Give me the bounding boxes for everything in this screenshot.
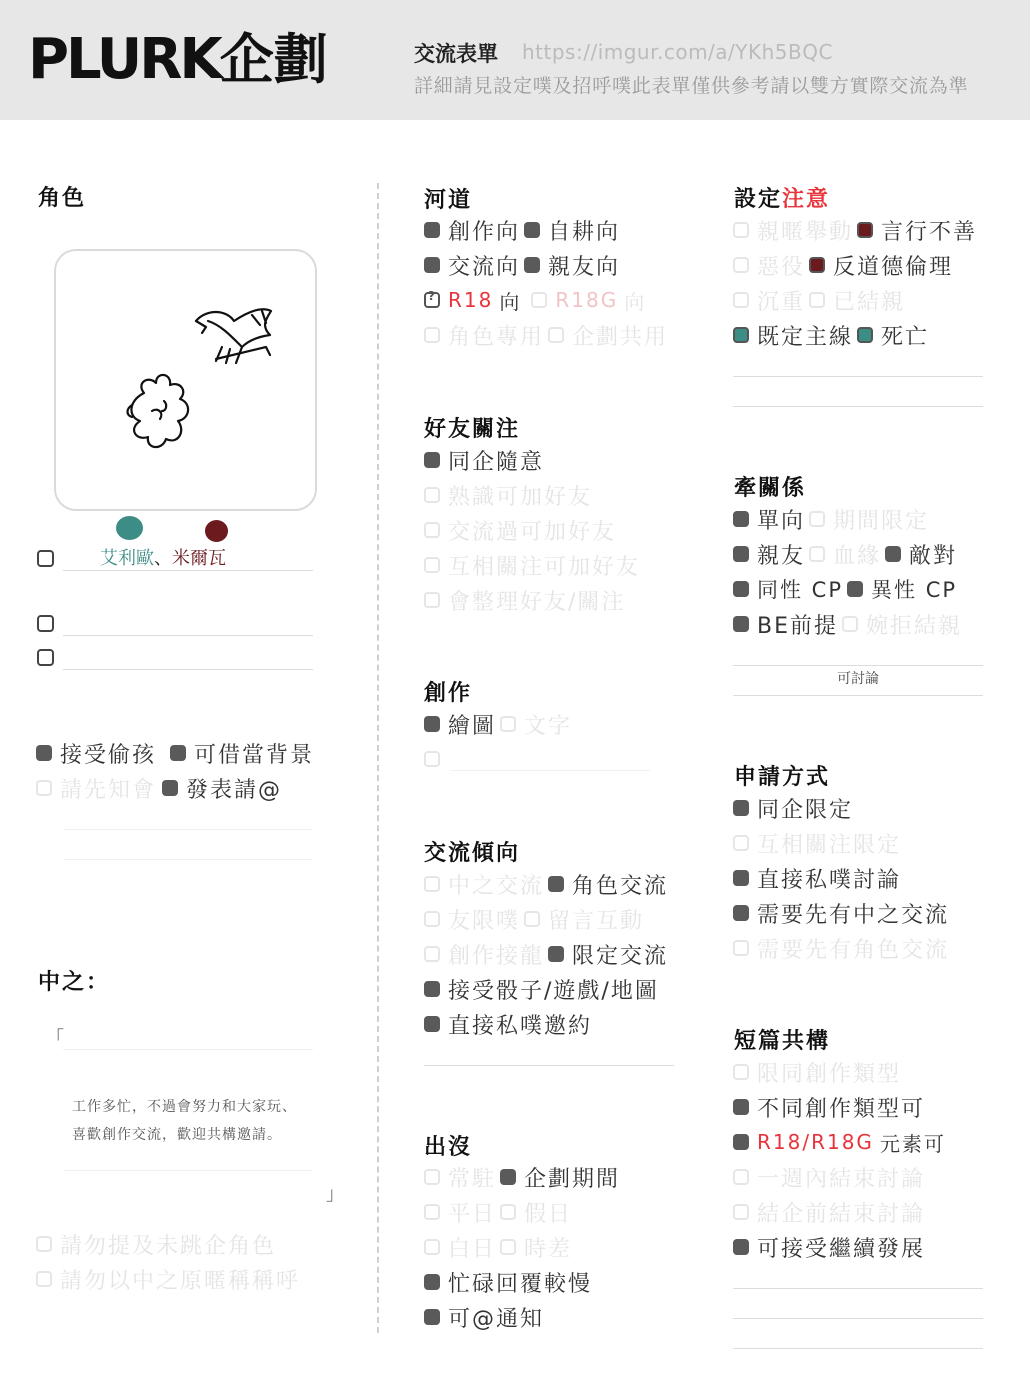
option-post-mention[interactable]: 發表請@	[162, 773, 282, 804]
checkbox-icon	[424, 946, 440, 962]
checkbox-icon	[548, 946, 564, 962]
checkbox-icon	[524, 911, 540, 927]
player-option-1	[36, 1229, 280, 1259]
player-option-2	[36, 1264, 304, 1294]
river-row-1	[424, 215, 624, 245]
option-same-project[interactable]: 同企隨意	[424, 445, 544, 476]
checkbox-icon	[424, 1239, 440, 1255]
option-creation-relay[interactable]: 創作接龍	[424, 939, 544, 970]
option-need-char-exchange[interactable]: 需要先有角色交流	[733, 933, 949, 964]
option-limited-period[interactable]: 期間限定	[809, 504, 929, 535]
checkbox-icon	[847, 581, 863, 597]
character-line-4	[63, 829, 313, 830]
checkbox-icon	[733, 1169, 749, 1185]
exchange-row-3	[424, 939, 672, 969]
settings-line-1	[733, 376, 983, 377]
checkbox-icon	[733, 222, 749, 238]
header-banner	[0, 0, 1030, 120]
option-mutual-follow[interactable]: 互相關注可加好友	[424, 550, 640, 581]
settings-row-4	[733, 320, 933, 350]
checkbox-icon	[733, 616, 749, 632]
portrait-sketch	[56, 251, 315, 509]
option-main-plot[interactable]: 既定主線	[733, 320, 853, 351]
character-options-row-2	[36, 773, 286, 803]
teal-color-swatch	[116, 516, 143, 540]
option-decline-marriage[interactable]: 婉拒結親	[842, 609, 962, 640]
option-friends-plurk[interactable]: 友限噗	[424, 904, 520, 935]
checkbox-icon	[531, 292, 547, 308]
checkbox-icon	[809, 546, 825, 562]
presence-row-3	[424, 1232, 576, 1262]
option-tidy-friends[interactable]: 會整理好友/關注	[424, 585, 625, 616]
relations-row-2	[733, 539, 961, 569]
checkbox-icon	[424, 557, 440, 573]
relations-row-3	[733, 574, 961, 604]
intro-line-bottom	[63, 1170, 313, 1171]
settings-row-3	[733, 285, 909, 315]
option-mention-notify[interactable]: 可@通知	[424, 1302, 544, 1333]
checkbox-icon	[885, 546, 901, 562]
option-exchange[interactable]: 交流向	[424, 250, 520, 281]
checkbox-icon	[500, 716, 516, 732]
checkbox-icon	[524, 257, 540, 273]
friends-row-5	[424, 585, 629, 615]
relations-line-1	[733, 665, 983, 666]
presence-heading: 出沒	[424, 1135, 473, 1160]
form-note: 詳細請見設定噗及招呼噗此表單僅供參考請以雙方實際交流為準	[414, 75, 969, 97]
option-as-background[interactable]: 可借當背景	[170, 738, 314, 769]
checkbox-icon	[424, 592, 440, 608]
exchange-line	[424, 1065, 674, 1066]
option-r18[interactable]: ? R18 向	[424, 286, 521, 315]
checkbox-icon	[733, 800, 749, 816]
option-same-creation-type[interactable]: 限同創作類型	[733, 1057, 901, 1088]
option-friends[interactable]: 親友向	[524, 250, 620, 281]
character-names: 艾利歐、米爾瓦	[100, 548, 226, 569]
option-resident[interactable]: 常駐	[424, 1162, 496, 1193]
option-accept-kids[interactable]: 接受偷孩	[36, 738, 156, 769]
collab-line-3	[733, 1348, 983, 1349]
option-diff-creation-type[interactable]: 不同創作類型可	[733, 1092, 925, 1123]
collab-line-1	[733, 1288, 983, 1289]
option-same-sex-cp[interactable]: 同性 CP	[733, 574, 843, 604]
character-line-3	[63, 669, 313, 670]
friends-row-3	[424, 515, 620, 545]
checkbox-icon	[424, 222, 440, 238]
checkbox-icon	[424, 716, 440, 732]
checkbox-icon	[424, 751, 440, 767]
checkbox-icon	[733, 835, 749, 851]
option-project-period[interactable]: 企劃期間	[500, 1162, 620, 1193]
option-holidays[interactable]: 假日	[500, 1197, 572, 1228]
checkbox-icon	[733, 257, 749, 273]
option-player-exchange[interactable]: 中之交流	[424, 869, 544, 900]
intro-line-top	[63, 1049, 313, 1050]
character-checkbox-2[interactable]	[37, 615, 54, 632]
checkbox-icon	[424, 1204, 440, 1220]
presence-row-2	[424, 1197, 576, 1227]
river-row-2	[424, 250, 624, 280]
option-heavy[interactable]: 沉重	[733, 285, 805, 316]
settings-row-2	[733, 250, 957, 280]
option-r18g[interactable]: R18G 向	[531, 286, 646, 315]
checkbox-icon	[36, 1271, 52, 1287]
checkbox-icon	[733, 1239, 749, 1255]
checkbox-icon	[733, 511, 749, 527]
maroon-color-swatch	[205, 520, 228, 542]
checkbox-icon	[424, 487, 440, 503]
apply-row-2	[733, 828, 905, 858]
checkbox-icon	[548, 327, 564, 343]
option-timezone[interactable]: 時差	[500, 1232, 572, 1263]
option-end-in-week[interactable]: 一週內結束討論	[733, 1162, 925, 1193]
checkbox-icon	[524, 222, 540, 238]
checkbox-icon	[809, 292, 825, 308]
option-hostile[interactable]: 敵對	[885, 539, 957, 570]
option-married[interactable]: 已結親	[809, 285, 905, 316]
checkbox-icon	[424, 257, 440, 273]
presence-row-4	[424, 1267, 596, 1297]
option-acquainted[interactable]: 熟識可加好友	[424, 480, 592, 511]
option-family-friends[interactable]: 親友	[733, 539, 805, 570]
checkbox-icon	[424, 1016, 440, 1032]
collab-row-3	[733, 1127, 950, 1157]
checkbox-icon	[36, 780, 52, 796]
option-end-before-close[interactable]: 結企前結束討論	[733, 1197, 925, 1228]
relations-row-1	[733, 504, 933, 534]
collab-row-6	[733, 1232, 929, 1262]
checkbox-icon	[733, 292, 749, 308]
option-limited-exchange[interactable]: 限定交流	[548, 939, 668, 970]
character-heading: 角色	[38, 186, 87, 211]
relations-line-2	[733, 695, 983, 696]
creation-row-2	[424, 744, 452, 774]
collab-row-4	[733, 1162, 929, 1192]
checkbox-icon	[733, 940, 749, 956]
checkbox-icon	[548, 876, 564, 892]
friends-row-1	[424, 445, 548, 475]
teal-checkbox-icon	[857, 327, 873, 343]
checkbox-icon	[809, 511, 825, 527]
option-no-original-nickname[interactable]: 請勿以中之原暱稱稱呼	[36, 1264, 300, 1295]
option-r18-elements[interactable]: R18/R18G 元素可	[733, 1128, 946, 1157]
player-intro-line-2: 喜歡創作交流，歡迎共構邀請。	[72, 1127, 282, 1143]
option-creation[interactable]: 創作向	[424, 215, 520, 246]
option-daytime[interactable]: 白日	[424, 1232, 496, 1263]
checkbox-icon	[733, 1064, 749, 1080]
checkbox-icon	[500, 1204, 516, 1220]
character-line-5	[63, 859, 313, 860]
option-continue-development[interactable]: 可接受繼續發展	[733, 1232, 925, 1263]
collab-row-2	[733, 1092, 929, 1122]
apply-row-5	[733, 933, 953, 963]
apply-row-3	[733, 863, 905, 893]
option-be-premise[interactable]: BE前提	[733, 609, 838, 640]
logo: PLURK企劃	[28, 27, 328, 92]
option-char-only[interactable]: 角色專用	[424, 320, 544, 351]
checkbox-icon	[733, 581, 749, 597]
option-comment-interact[interactable]: 留言互動	[524, 904, 644, 935]
collab-heading: 短篇共構	[734, 1029, 831, 1054]
presence-row-5	[424, 1302, 548, 1332]
option-same-project-only[interactable]: 同企限定	[733, 793, 853, 824]
player-intro-line-1: 工作多忙，不過會努力和大家玩、	[72, 1099, 297, 1115]
option-amoral[interactable]: 反道德倫理	[809, 250, 953, 281]
checkbox-icon	[424, 452, 440, 468]
creation-heading: 創作	[424, 681, 473, 706]
creation-row-1	[424, 709, 576, 739]
presence-row-1	[424, 1162, 624, 1192]
relations-row-4	[733, 609, 966, 639]
player-heading: 中之：	[38, 970, 111, 995]
checkbox-icon	[424, 327, 440, 343]
exchange-heading: 交流傾向	[424, 841, 521, 866]
checkbox-icon	[733, 870, 749, 886]
option-writing[interactable]: 文字	[500, 709, 572, 740]
river-row-4	[424, 320, 672, 350]
checkbox-icon	[424, 981, 440, 997]
exchange-row-2	[424, 904, 648, 934]
option-weekdays[interactable]: 平日	[424, 1197, 496, 1228]
river-heading: 河道	[424, 188, 473, 213]
option-dice-games[interactable]: 接受骰子/遊戲/地圖	[424, 974, 659, 1005]
option-intimacy[interactable]: 親暱舉動	[733, 215, 853, 246]
checkbox-icon	[733, 1204, 749, 1220]
exchange-row-1	[424, 869, 672, 899]
maroon-checkbox-icon	[809, 257, 825, 273]
character-line-2	[63, 635, 313, 636]
option-busy-slow[interactable]: 忙碌回覆較慢	[424, 1267, 592, 1298]
relations-note: 可討論	[837, 671, 879, 687]
checkbox-icon	[162, 780, 178, 796]
option-death[interactable]: 死亡	[857, 320, 929, 351]
form-url[interactable]: https://imgur.com/a/YKh5BQC	[522, 40, 833, 64]
checkbox-icon	[733, 905, 749, 921]
checkbox-icon	[424, 911, 440, 927]
option-bad-behavior[interactable]: 言行不善	[857, 215, 977, 246]
settings-line-2	[733, 406, 983, 407]
checkbox-icon	[733, 1099, 749, 1115]
checkbox-icon	[36, 1236, 52, 1252]
river-row-3	[424, 285, 650, 315]
character-checkbox-3[interactable]	[37, 649, 54, 666]
option-shared[interactable]: 企劃共用	[548, 320, 668, 351]
option-mutual-follow-only[interactable]: 互相關注限定	[733, 828, 901, 859]
option-notify-first[interactable]: 請先知會	[36, 773, 156, 804]
apply-row-4	[733, 898, 953, 928]
question-checkbox-icon	[424, 292, 440, 308]
option-char-exchange[interactable]: 角色交流	[548, 869, 668, 900]
checkbox-icon	[424, 1309, 440, 1325]
checkbox-icon	[500, 1239, 516, 1255]
character-portrait	[54, 249, 317, 511]
friends-row-2	[424, 480, 596, 510]
collab-row-1	[733, 1057, 905, 1087]
checkbox-icon	[424, 1169, 440, 1185]
checkbox-icon	[842, 616, 858, 632]
option-no-unjoined-chars[interactable]: 請勿提及未跳企角色	[36, 1229, 276, 1260]
settings-row-1	[733, 215, 981, 245]
option-villain[interactable]: 惡役	[733, 250, 805, 281]
character-line-1	[63, 570, 313, 571]
maroon-checkbox-icon	[857, 222, 873, 238]
relations-heading: 牽關係	[734, 476, 807, 501]
option-after-exchange[interactable]: 交流過可加好友	[424, 515, 616, 546]
checkbox-icon	[500, 1169, 516, 1185]
character-checkbox-1[interactable]	[37, 550, 54, 567]
option-blood[interactable]: 血緣	[809, 539, 881, 570]
option-need-player-exchange[interactable]: 需要先有中之交流	[733, 898, 949, 929]
quote-open: 「	[46, 1028, 64, 1049]
checkbox-icon	[170, 745, 186, 761]
checkbox-icon	[733, 1134, 749, 1150]
teal-checkbox-icon	[733, 327, 749, 343]
checkbox-icon	[36, 745, 52, 761]
friends-row-4	[424, 550, 644, 580]
option-one-way[interactable]: 單向	[733, 504, 805, 535]
character-options-row-1	[36, 738, 318, 768]
option-creation-blank[interactable]	[424, 751, 448, 767]
form-title: 交流表單	[414, 42, 498, 66]
apply-row-1	[733, 793, 857, 823]
option-direct-invite[interactable]: 直接私噗邀約	[424, 1009, 592, 1040]
checkbox-icon	[424, 876, 440, 892]
column-divider	[377, 183, 379, 1333]
apply-heading: 申請方式	[734, 765, 831, 790]
quote-close: 」	[326, 1184, 344, 1205]
option-self-farming[interactable]: 自耕向	[524, 215, 620, 246]
exchange-row-4	[424, 974, 663, 1004]
collab-row-5	[733, 1197, 929, 1227]
checkbox-icon	[733, 546, 749, 562]
option-drawing[interactable]: 繪圖	[424, 709, 496, 740]
option-private-discuss[interactable]: 直接私噗討論	[733, 863, 901, 894]
checkbox-icon	[424, 1274, 440, 1290]
friends-heading: 好友關注	[424, 417, 521, 442]
settings-heading: 設定注意	[734, 187, 831, 212]
collab-line-2	[733, 1318, 983, 1319]
option-opposite-sex-cp[interactable]: 異性 CP	[847, 574, 957, 604]
exchange-row-5	[424, 1009, 596, 1039]
checkbox-icon	[424, 522, 440, 538]
creation-line	[450, 770, 650, 771]
